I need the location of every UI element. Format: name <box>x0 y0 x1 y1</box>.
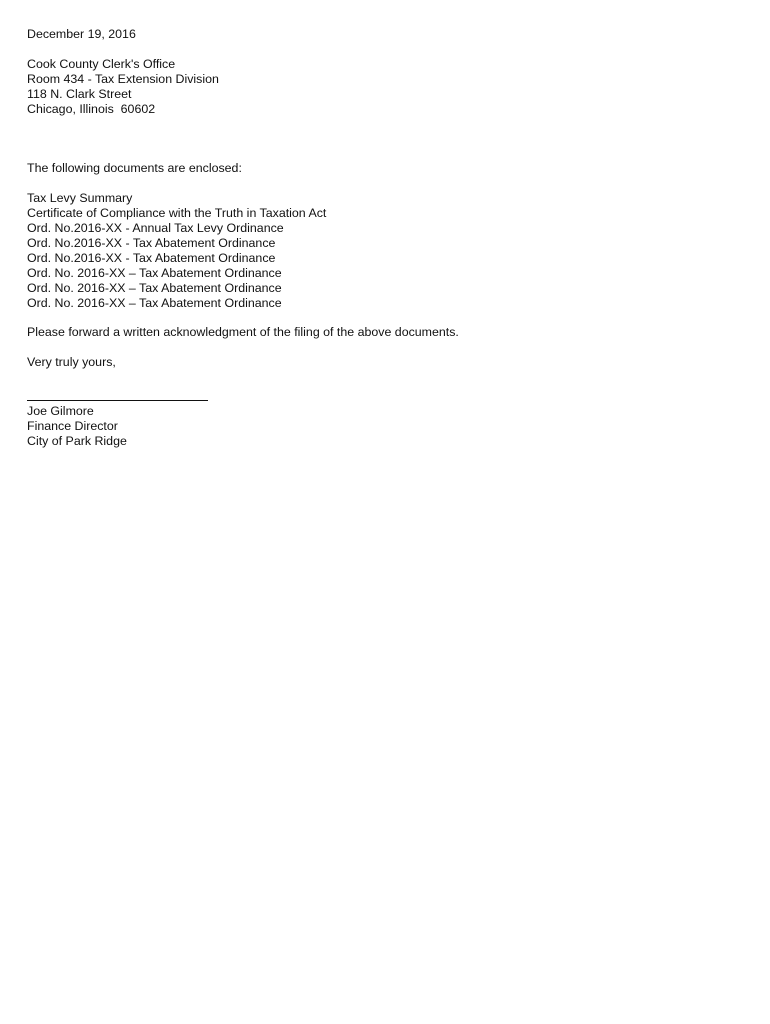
enclosed-documents-list <box>27 191 727 310</box>
recipient-line-4: Chicago, Illinois 60602 <box>27 101 156 116</box>
signer-organization: City of Park Ridge <box>27 434 127 449</box>
list-item: Ord. No.2016-XX - Tax Abatement Ordinance <box>27 236 276 251</box>
list-item: Ord. No. 2016-XX – Tax Abatement Ordinance <box>27 265 282 280</box>
signer-name: Joe Gilmore <box>27 404 94 419</box>
spacer <box>27 116 727 146</box>
spacer <box>27 42 727 57</box>
list-item: Ord. No. 2016-XX – Tax Abatement Ordinance <box>27 280 282 295</box>
spacer <box>27 146 727 161</box>
spacer <box>27 176 727 191</box>
signature-line <box>27 400 208 401</box>
list-item: Ord. No.2016-XX - Tax Abatement Ordinance <box>27 250 276 265</box>
spacer <box>27 370 727 400</box>
spacer <box>27 340 727 355</box>
list-item: Ord. No. 2016-XX – Tax Abatement Ordinance <box>27 295 282 310</box>
recipient-line-1: Cook County Clerk's Office <box>27 56 176 71</box>
signature-block <box>27 404 727 449</box>
list-item: Tax Levy Summary <box>27 191 133 206</box>
enclosure-intro: The following documents are enclosed: <box>27 161 242 176</box>
recipient-line-3: 118 N. Clark Street <box>27 86 132 101</box>
letter-closing: Very truly yours, <box>27 355 116 370</box>
spacer <box>27 310 727 325</box>
recipient-address <box>27 57 727 117</box>
letter-date: December 19, 2016 <box>27 27 136 41</box>
list-item: Certificate of Compliance with the Truth in Taxation Act <box>27 206 327 221</box>
recipient-line-2: Room 434 - Tax Extension Division <box>27 71 219 86</box>
list-item: Ord. No.2016-XX - Annual Tax Levy Ordinance <box>27 221 284 236</box>
letter-body <box>27 27 727 449</box>
signer-title: Finance Director <box>27 419 118 434</box>
acknowledgment-request: Please forward a written acknowledgment of the filing of the above documents. <box>27 325 459 340</box>
